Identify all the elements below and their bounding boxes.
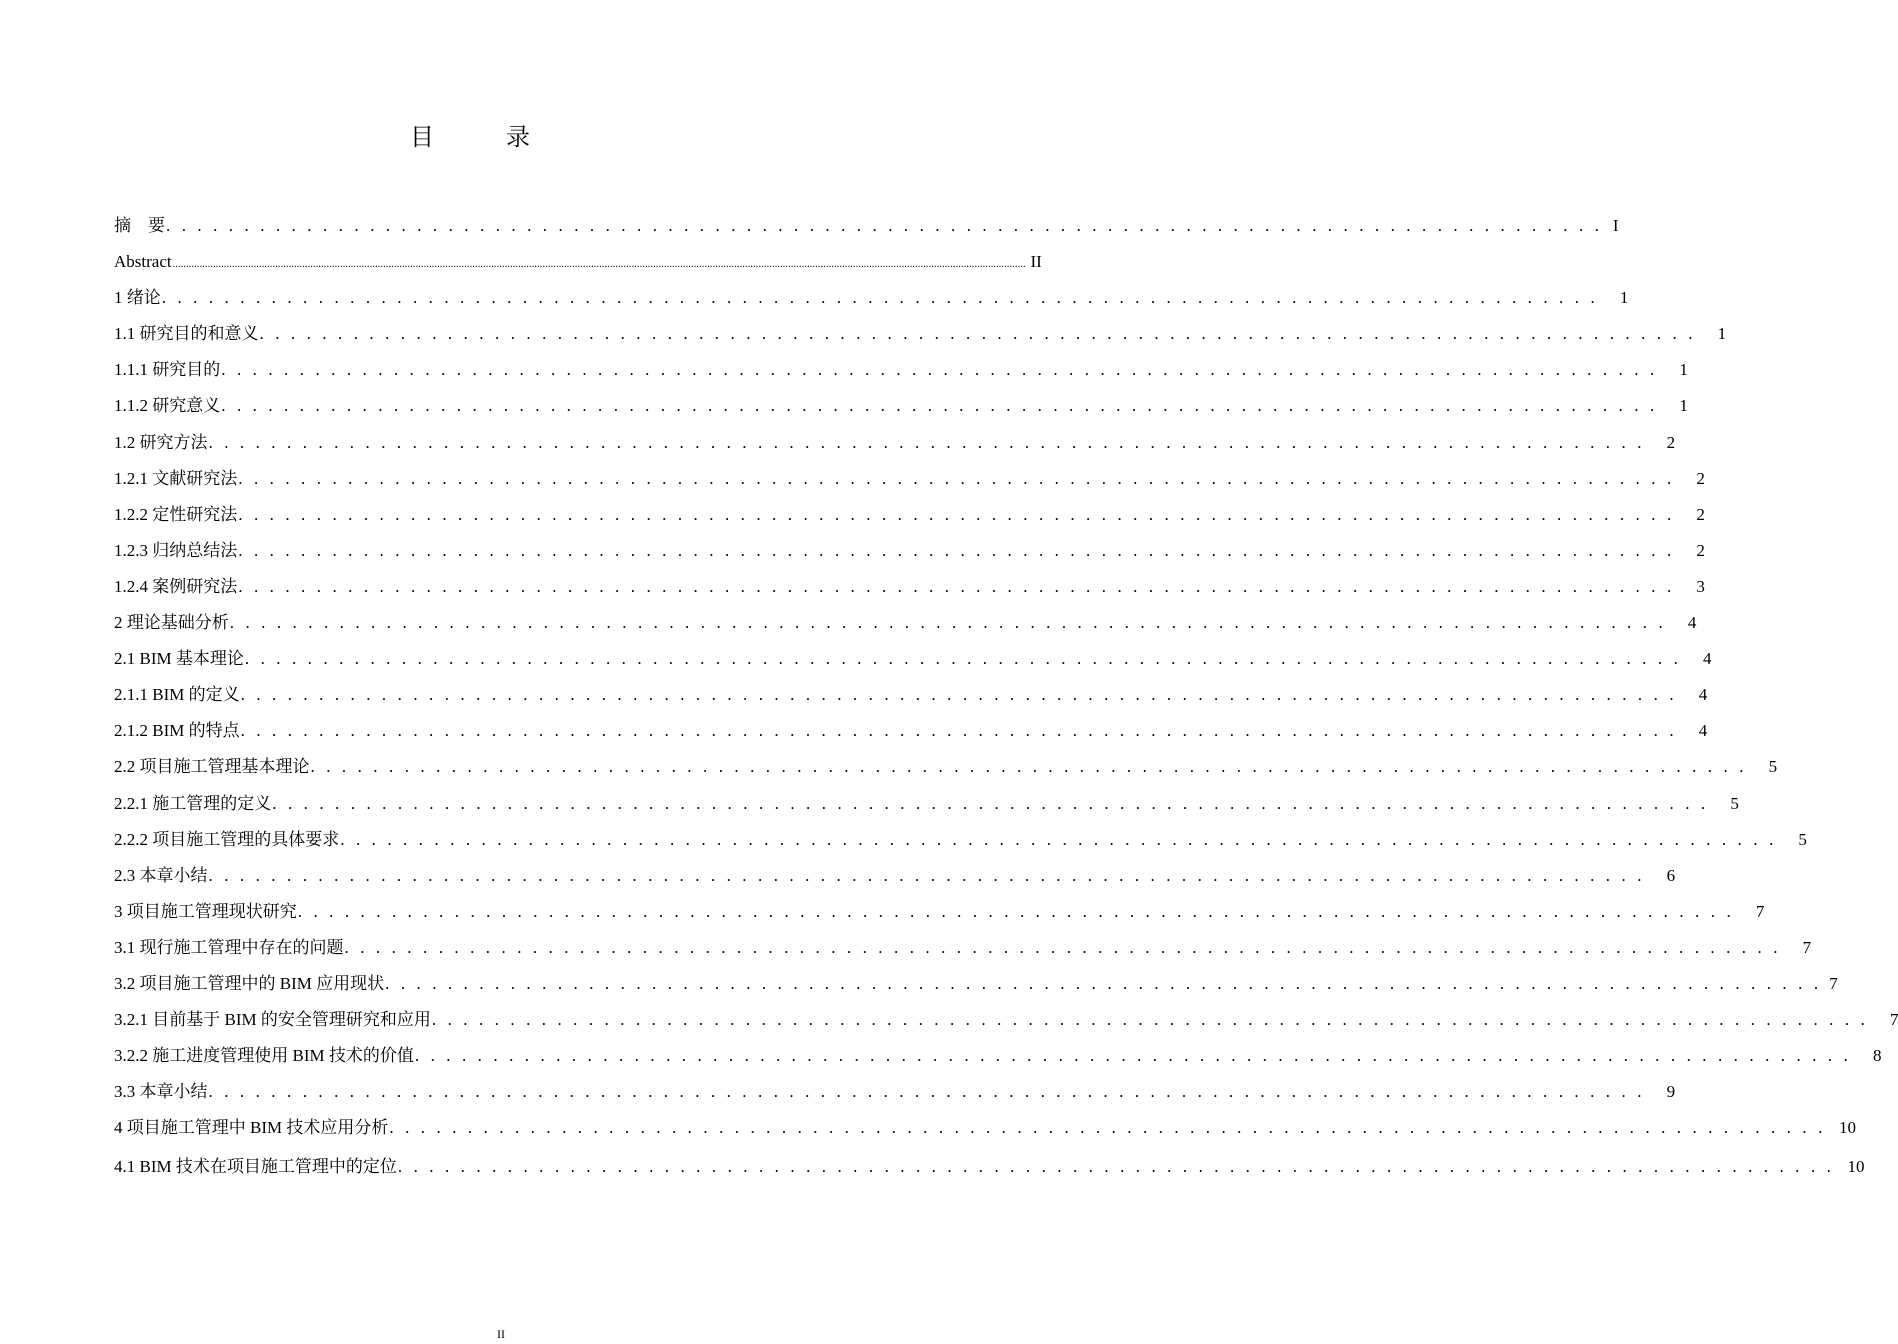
toc-entry-2-3[interactable] (114, 858, 1676, 894)
toc-entry-abstract-en[interactable] (114, 244, 1042, 280)
toc-entry-label: 2.2.2 项目施工管理的具体要求 (114, 829, 340, 849)
toc-entry-label: 1.2 研究方法 (114, 432, 208, 452)
toc-entry-page: 8 (1872, 1046, 1882, 1066)
page-number-footer: II (497, 1327, 505, 1341)
toc-entry-page: II (1030, 252, 1042, 272)
toc-leader-dots: ............................................................................................................................................................................................................................................................................................................................ (172, 259, 1026, 271)
toc-entry-label: 3.1 现行施工管理中存在的问题 (114, 937, 344, 957)
toc-entry-page: 7 (1755, 901, 1765, 921)
toc-entry-page: 9 (1666, 1082, 1676, 1102)
toc-entry-2-1-1[interactable] (114, 677, 1708, 713)
toc-leader-dots: . . . . . . . . . . . . . . . . . . . . . . . . . . . . . . . . . . . . . . . . . . . . . . . . . . . . . . . . . . . . . . . . . . . . . . . . . . . . . . . . . . . . . . . . . . . . (208, 1082, 1646, 1102)
toc-entry-chapter-4[interactable] (114, 1110, 1856, 1149)
toc-leader-dots: . . . . . . . . . . . . . . . . . . . . . . . . . . . . . . . . . . . . . . . . . . . . . . . . . . . . . . . . . . . . . . . . . . . . . . . . . . . . . . . . . . . . . . . . . . . . (166, 216, 1603, 235)
toc-leader-dots: . . . . . . . . . . . . . . . . . . . . . . . . . . . . . . . . . . . . . . . . . . . . . . . . . . . . . . . . . . . . . . . . . . . . . . . . . . . . . . . . . . . . . . . . . . . . (208, 432, 1646, 452)
toc-leader-dots: . . . . . . . . . . . . . . . . . . . . . . . . . . . . . . . . . . . . . . . . . . . . . . . . . . . . . . . . . . . . . . . . . . . . . . . . . . . . . . . . . . . . . . . . . . . . (161, 288, 1599, 308)
toc-leader-dots: . . . . . . . . . . . . . . . . . . . . . . . . . . . . . . . . . . . . . . . . . . . . . . . . . . . . . . . . . . . . . . . . . . . . . . . . . . . . . . . . . . . . . . . . . . . . (240, 721, 1678, 741)
toc-entry-label: 3.2 项目施工管理中的 BIM 应用现状 (114, 973, 385, 993)
toc-leader-dots: . . . . . . . . . . . . . . . . . . . . . . . . . . . . . . . . . . . . . . . . . . . . . . . . . . . . . . . . . . . . . . . . . . . . . . . . . . . . . . . . . . . . . . . . . . . . (238, 540, 1675, 560)
toc-entry-1-2[interactable] (114, 425, 1676, 461)
toc-entry-label: 2 理论基础分析 (114, 613, 229, 633)
toc-entry-2-1[interactable] (114, 641, 1712, 677)
toc-entry-1-2-3[interactable] (114, 533, 1705, 569)
toc-entry-page: 5 (1798, 829, 1807, 849)
toc-leader-dots: . . . . . . . . . . . . . . . . . . . . . . . . . . . . . . . . . . . . . . . . . . . . . . . . . . . . . . . . . . . . . . . . . . . . . . . . . . . . . . . . . . . . . . . . . . . . (414, 1046, 1852, 1066)
toc-entry-page: 4 (1698, 685, 1708, 705)
toc-entry-label: 2.3 本章小结 (114, 865, 208, 885)
toc-leader-dots: . . . . . . . . . . . . . . . . . . . . . . . . . . . . . . . . . . . . . . . . . . . . . . . . . . . . . . . . . . . . . . . . . . . . . . . . . . . . . . . . . . . . . . . . . . . . (259, 324, 1697, 344)
toc-leader-dots: . . . . . . . . . . . . . . . . . . . . . . . . . . . . . . . . . . . . . . . . . . . . . . . . . . . . . . . . . . . . . . . . . . . . . . . . . . . . . . . . . . . . . . . . . . . . (385, 973, 1822, 993)
toc-entry-2-2-2[interactable] (114, 822, 1807, 858)
toc-entry-label: 4.1 BIM 技术在项目施工管理中的定位 (114, 1157, 397, 1177)
toc-entry-label: 1.2.2 定性研究法 (114, 504, 238, 524)
toc-leader-dots: . . . . . . . . . . . . . . . . . . . . . . . . . . . . . . . . . . . . . . . . . . . . . . . . . . . . . . . . . . . . . . . . . . . . . . . . . . . . . . . . . . . . . . . . . . . . (221, 360, 1658, 380)
toc-leader-dots: . . . . . . . . . . . . . . . . . . . . . . . . . . . . . . . . . . . . . . . . . . . . . . . . . . . . . . . . . . . . . . . . . . . . . . . . . . . . . . . . . . . . . . . . . . . . (229, 613, 1667, 633)
toc-entry-label: 1.2.4 案例研究法 (114, 576, 238, 596)
toc-entry-label: 1.2.1 文献研究法 (114, 468, 238, 488)
toc-leader-dots: . . . . . . . . . . . . . . . . . . . . . . . . . . . . . . . . . . . . . . . . . . . . . . . . . . . . . . . . . . . . . . . . . . . . . . . . . . . . . . . . . . . . . . . . . . . . (389, 1118, 1826, 1138)
table-of-contents (114, 208, 1898, 1185)
toc-entry-chapter-1[interactable] (114, 280, 1629, 316)
toc-entry-label: 1.1 研究目的和意义 (114, 324, 259, 344)
toc-entry-label: 2.1.1 BIM 的定义 (114, 685, 240, 705)
toc-entry-page: 4 (1702, 649, 1712, 669)
toc-entry-label: 2.1.2 BIM 的特点 (114, 721, 240, 741)
toc-entry-2-2-1[interactable] (114, 786, 1739, 822)
page-title: 目 录 (410, 125, 554, 151)
toc-entry-page: 4 (1687, 613, 1697, 633)
toc-entry-label: Abstract (114, 252, 172, 272)
toc-entry-abstract-cn[interactable] (114, 208, 1619, 244)
toc-leader-dots: . . . . . . . . . . . . . . . . . . . . . . . . . . . . . . . . . . . . . . . . . . . . . . . . . . . . . . . . . . . . . . . . . . . . . . . . . . . . . . . . . . . . . . . . . . . . (208, 865, 1646, 885)
toc-entry-1-1[interactable] (114, 316, 1727, 352)
toc-entry-4-1[interactable] (114, 1149, 1865, 1185)
toc-entry-page: I (1612, 216, 1619, 235)
toc-entry-1-2-1[interactable] (114, 461, 1705, 497)
toc-leader-dots: . . . . . . . . . . . . . . . . . . . . . . . . . . . . . . . . . . . . . . . . . . . . . . . . . . . . . . . . . . . . . . . . . . . . . . . . . . . . . . . . . . . . . . . . . . . . (297, 901, 1735, 921)
toc-entry-page: 1 (1717, 324, 1727, 344)
toc-entry-page: 1 (1619, 288, 1629, 308)
toc-entry-3-2[interactable] (114, 966, 1838, 1002)
toc-entry-3-2-2[interactable] (114, 1038, 1882, 1074)
toc-entry-page: 2 (1696, 540, 1705, 560)
toc-entry-page: 2 (1696, 504, 1705, 524)
toc-leader-dots: . . . . . . . . . . . . . . . . . . . . . . . . . . . . . . . . . . . . . . . . . . . . . . . . . . . . . . . . . . . . . . . . . . . . . . . . . . . . . . . . . . . . . . . . . . . . (344, 937, 1782, 957)
toc-leader-dots: . . . . . . . . . . . . . . . . . . . . . . . . . . . . . . . . . . . . . . . . . . . . . . . . . . . . . . . . . . . . . . . . . . . . . . . . . . . . . . . . . . . . . . . . . . . . (431, 1010, 1869, 1030)
toc-entry-page: 4 (1698, 721, 1708, 741)
toc-entry-label: 1.1.1 研究目的 (114, 360, 221, 380)
toc-entry-label: 1.1.2 研究意义 (114, 396, 221, 416)
toc-entry-page: 7 (1889, 1010, 1898, 1030)
toc-entry-page: 5 (1768, 757, 1778, 777)
toc-entry-page: 1 (1679, 396, 1688, 416)
toc-entry-label: 4 项目施工管理中 BIM 技术应用分析 (114, 1118, 389, 1138)
toc-leader-dots: . . . . . . . . . . . . . . . . . . . . . . . . . . . . . . . . . . . . . . . . . . . . . . . . . . . . . . . . . . . . . . . . . . . . . . . . . . . . . . . . . . . . . . . . . . . . (221, 396, 1658, 416)
toc-leader-dots: . . . . . . . . . . . . . . . . . . . . . . . . . . . . . . . . . . . . . . . . . . . . . . . . . . . . . . . . . . . . . . . . . . . . . . . . . . . . . . . . . . . . . . . . . . . . (238, 576, 1675, 596)
toc-entry-page: 6 (1666, 865, 1676, 885)
toc-entry-page: 2 (1696, 468, 1705, 488)
toc-entry-page: 10 (1847, 1157, 1865, 1177)
toc-entry-label: 2.1 BIM 基本理论 (114, 649, 244, 669)
toc-entry-1-2-2[interactable] (114, 497, 1705, 533)
toc-leader-dots: . . . . . . . . . . . . . . . . . . . . . . . . . . . . . . . . . . . . . . . . . . . . . . . . . . . . . . . . . . . . . . . . . . . . . . . . . . . . . . . . . . . . . . . . . . . . (340, 829, 1777, 849)
toc-entry-label: 3 项目施工管理现状研究 (114, 901, 297, 921)
toc-leader-dots: . . . . . . . . . . . . . . . . . . . . . . . . . . . . . . . . . . . . . . . . . . . . . . . . . . . . . . . . . . . . . . . . . . . . . . . . . . . . . . . . . . . . . . . . . . . . (238, 468, 1675, 488)
toc-entry-label: 1.2.3 归纳总结法 (114, 540, 238, 560)
toc-entry-page: 2 (1666, 432, 1676, 452)
toc-entry-3-3[interactable] (114, 1074, 1676, 1110)
toc-leader-dots: . . . . . . . . . . . . . . . . . . . . . . . . . . . . . . . . . . . . . . . . . . . . . . . . . . . . . . . . . . . . . . . . . . . . . . . . . . . . . . . . . . . . . . . . . . . . (310, 757, 1748, 777)
toc-entry-1-2-4[interactable] (114, 569, 1705, 605)
toc-entry-page: 7 (1829, 973, 1838, 993)
toc-leader-dots: . . . . . . . . . . . . . . . . . . . . . . . . . . . . . . . . . . . . . . . . . . . . . . . . . . . . . . . . . . . . . . . . . . . . . . . . . . . . . . . . . . . . . . . . . . . . (238, 504, 1675, 524)
toc-entry-label: 2.2.1 施工管理的定义 (114, 793, 272, 813)
toc-leader-dots: . . . . . . . . . . . . . . . . . . . . . . . . . . . . . . . . . . . . . . . . . . . . . . . . . . . . . . . . . . . . . . . . . . . . . . . . . . . . . . . . . . . . . . . . . . . . (244, 649, 1682, 669)
toc-entry-3-2-1[interactable] (114, 1002, 1898, 1038)
toc-entry-page: 7 (1802, 937, 1812, 957)
toc-entry-page: 1 (1679, 360, 1688, 380)
toc-entry-page: 5 (1730, 793, 1739, 813)
toc-entry-1-1-1[interactable] (114, 352, 1688, 388)
toc-entry-label: 2.2 项目施工管理基本理论 (114, 757, 310, 777)
toc-leader-dots: . . . . . . . . . . . . . . . . . . . . . . . . . . . . . . . . . . . . . . . . . . . . . . . . . . . . . . . . . . . . . . . . . . . . . . . . . . . . . . . . . . . . . . . . . . . . (240, 685, 1678, 705)
toc-entry-label: 摘 要 (114, 216, 165, 235)
toc-entry-2-1-2[interactable] (114, 713, 1708, 749)
toc-entry-3-1[interactable] (114, 930, 1812, 966)
toc-leader-dots: . . . . . . . . . . . . . . . . . . . . . . . . . . . . . . . . . . . . . . . . . . . . . . . . . . . . . . . . . . . . . . . . . . . . . . . . . . . . . . . . . . . . . . . . . . . . (272, 793, 1709, 813)
toc-entry-label: 3.2.1 目前基于 BIM 的安全管理研究和应用 (114, 1010, 431, 1030)
toc-entry-page: 10 (1838, 1118, 1856, 1138)
toc-entry-1-1-2[interactable] (114, 388, 1688, 424)
toc-entry-2-2[interactable] (114, 749, 1778, 785)
toc-entry-page: 3 (1696, 576, 1705, 596)
toc-entry-chapter-3[interactable] (114, 894, 1765, 930)
toc-leader-dots: . . . . . . . . . . . . . . . . . . . . . . . . . . . . . . . . . . . . . . . . . . . . . . . . . . . . . . . . . . . . . . . . . . . . . . . . . . . . . . . . . . . . . . . . . . . . (397, 1157, 1835, 1177)
toc-entry-label: 1 绪论 (114, 288, 161, 308)
toc-entry-chapter-2[interactable] (114, 605, 1697, 641)
toc-entry-label: 3.2.2 施工进度管理使用 BIM 技术的价值 (114, 1046, 414, 1066)
toc-entry-label: 3.3 本章小结 (114, 1082, 208, 1102)
